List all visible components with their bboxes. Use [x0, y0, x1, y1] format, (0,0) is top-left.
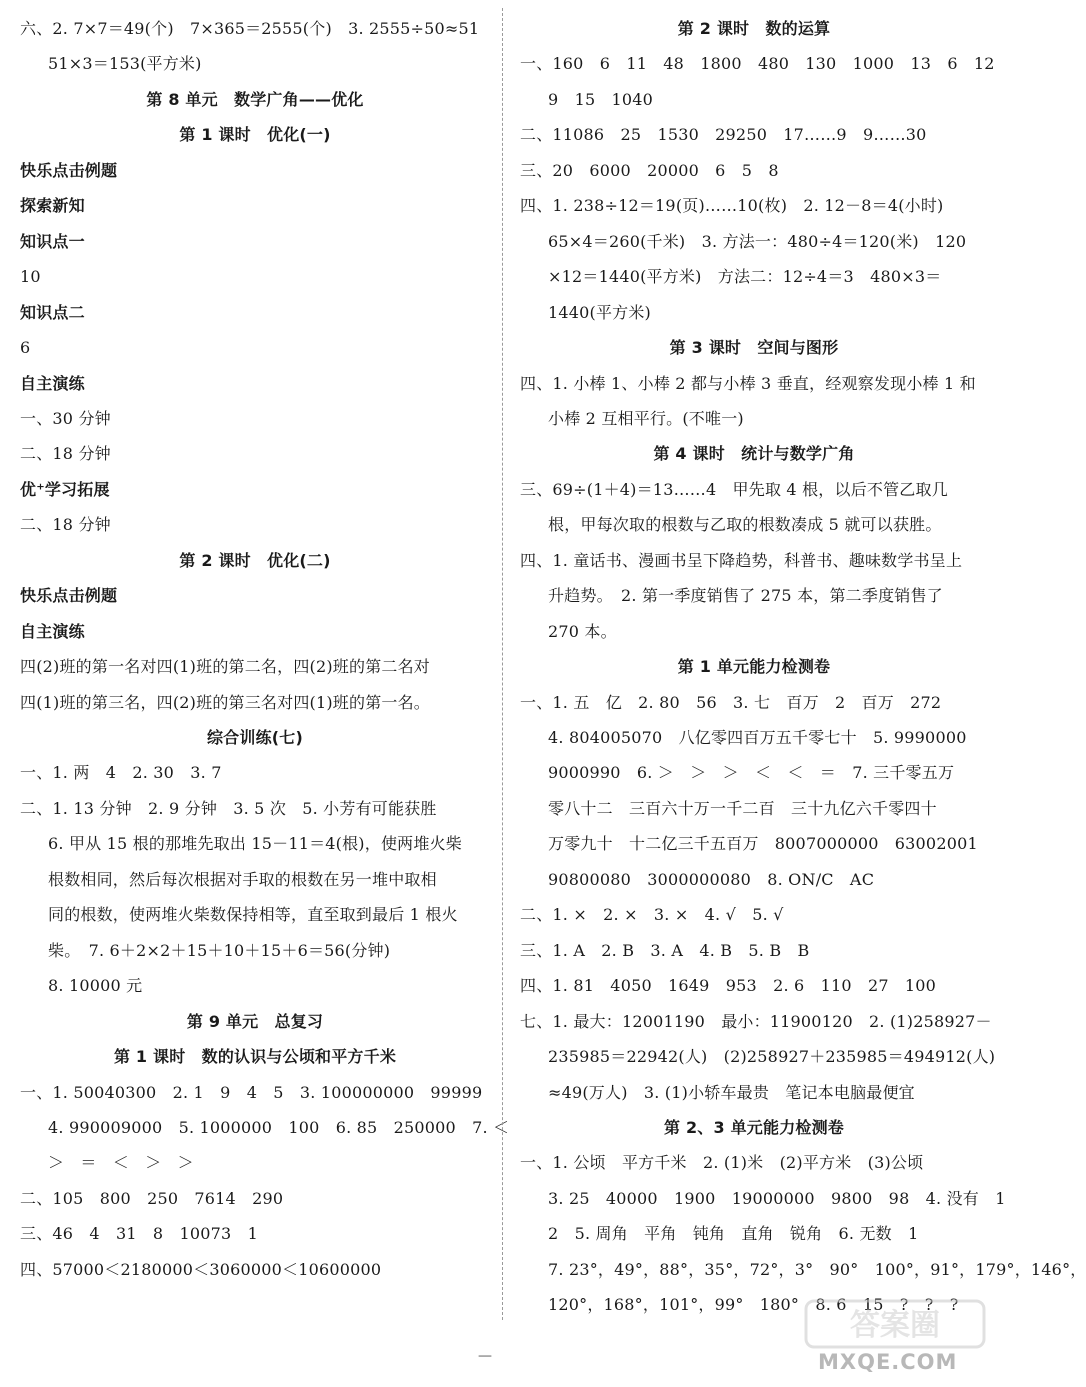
svg-text:答案圈: 答案圈	[850, 1308, 940, 1343]
answer-line: 四(2)班的第一名对四(1)班的第二名，四(2)班的第二名对	[20, 657, 430, 677]
answer-line: ≈49(万人) 3. (1)小轿车最贵 笔记本电脑最便宜	[548, 1082, 915, 1102]
answer-line: 一、1. 五 亿 2. 80 56 3. 七 百万 2 百万 272	[520, 692, 942, 712]
answer-line: 四、1. 81 4050 1649 953 2. 6 110 27 100	[520, 976, 937, 996]
section-heading: 第 1 单元能力检测卷	[677, 657, 831, 677]
section-heading: 综合训练(七)	[206, 728, 304, 747]
subsection-label: 自主演练	[20, 373, 85, 393]
answer-line: 根数相同，然后每次根据对手取的根数在另一堆中取相	[48, 869, 437, 889]
column-divider	[502, 8, 503, 1320]
answer-line: 柴。 7. 6＋2×2＋15＋10＋15＋6＝56(分钟)	[48, 940, 391, 960]
answer-line: 同的根数，使两堆火柴数保持相等，直至取到最后 1 根火	[48, 905, 458, 925]
answer-line: 4. 804005070 八亿零四百万五千零七十 5. 9990000	[548, 728, 967, 747]
watermark-url: MXQE.COM	[818, 1350, 958, 1374]
answer-line: 65×4＝260(千米) 3. 方法一：480÷4＝120(米) 120	[548, 231, 967, 251]
answer-line: 120°，168°，101°，99° 180° 8. 6 15 ? ? ?	[548, 1295, 959, 1315]
subsection-label: 探索新知	[20, 196, 85, 216]
answer-line: 二、18 分钟	[20, 515, 111, 535]
answer-line: 升趋势。 2. 第一季度销售了 275 本，第二季度销售了	[548, 586, 943, 606]
answer-line: 9000990 6. ＞ ＞ ＞ ＜ ＜ ＝ 7. 三千零五万	[548, 763, 955, 783]
page-number: —	[478, 1348, 492, 1364]
answer-line: 三、69÷(1＋4)＝13……4 甲先取 4 根，以后不管乙取几	[520, 479, 948, 499]
answer-line: 90800080 3000000080 8. ON/C AC	[548, 869, 875, 889]
answer-line: 四、1. 238÷12＝19(页)……10(枚) 2. 12－8＝4(小时)	[520, 196, 944, 216]
answer-line: ＞ ＝ ＜ ＞ ＞	[48, 1153, 194, 1173]
answer-line: 6	[20, 338, 31, 358]
answer-line: 7. 23°，49°，88°，35°，72°，3° 90° 100°，91°，179°，146°，	[548, 1259, 1086, 1279]
answer-line: 270 本。	[548, 621, 617, 641]
subsection-label: 优⁺学习拓展	[20, 479, 110, 499]
answer-line: 6. 甲从 15 根的那堆先取出 15－11＝4(根)，使两堆火柴	[48, 834, 462, 854]
section-heading: 第 2 课时 优化(二)	[179, 550, 331, 570]
subsection-label: 自主演练	[20, 621, 85, 641]
answer-line: 一、30 分钟	[20, 408, 111, 428]
answer-line: 4. 990009000 5. 1000000 100 6. 85 250000 7. ＜	[48, 1117, 510, 1137]
answer-line: 四(1)班的第三名，四(2)班的第三名对四(1)班的第一名。	[20, 692, 430, 712]
section-heading: 第 4 课时 统计与数学广角	[653, 444, 855, 464]
answer-line: 10	[20, 267, 41, 287]
answer-line: 二、105 800 250 7614 290	[20, 1188, 284, 1208]
answer-line: 8. 10000 元	[48, 976, 143, 996]
answer-line: 一、160 6 11 48 1800 480 130 1000 13 6 12	[520, 54, 995, 74]
answer-line: 1440(平方米)	[548, 302, 652, 322]
answer-line: 一、1. 50040300 2. 1 9 4 5 3. 100000000 99999	[20, 1082, 483, 1102]
answer-line: 2 5. 周角 平角 钝角 直角 锐角 6. 无数 1	[548, 1224, 919, 1244]
answer-line: 一、1. 公顷 平方千米 2. (1)米 (2)平方米 (3)公顷	[520, 1153, 924, 1173]
answer-line: 二、1. × 2. × 3. × 4. √ 5. √	[520, 905, 784, 925]
answer-line: 9 15 1040	[548, 89, 654, 109]
section-heading: 第 3 课时 空间与图形	[669, 338, 839, 358]
answer-line: 二、11086 25 1530 29250 17……9 9……30	[520, 125, 927, 145]
subsection-label: 知识点二	[20, 302, 85, 322]
section-heading: 第 1 课时 数的认识与公顷和平方千米	[113, 1047, 397, 1067]
answer-line: 51×3＝153(平方米)	[48, 54, 202, 74]
subsection-label: 快乐点击例题	[20, 586, 118, 606]
answer-line: 万零九十 十二亿三千五百万 8007000000 63002001	[548, 834, 978, 854]
subsection-label: 知识点一	[20, 231, 85, 251]
answer-line: ×12＝1440(平方米) 方法二：12÷4＝3 480×3＝	[548, 267, 942, 287]
answer-line: 三、46 4 31 8 10073 1	[20, 1224, 258, 1244]
answer-line: 3. 25 40000 1900 19000000 9800 98 4. 没有 1	[548, 1188, 1006, 1208]
answer-line: 三、1. A 2. B 3. A 4. B 5. B B	[520, 940, 810, 960]
answer-line: 四、57000＜2180000＜3060000＜10600000	[20, 1259, 382, 1279]
answer-line: 四、1. 小棒 1、小棒 2 都与小棒 3 垂直，经观察发现小棒 1 和	[520, 373, 976, 393]
answer-line: 小棒 2 互相平行。(不唯一)	[548, 408, 744, 428]
section-heading: 第 2 课时 数的运算	[677, 19, 831, 38]
answer-line: 235985＝22942(人) (2)258927＋235985＝494912(人)	[548, 1047, 996, 1067]
section-heading: 第 8 单元 数学广角——优化	[146, 89, 364, 109]
answer-line: 二、18 分钟	[20, 444, 111, 464]
answer-line: 根，甲每次取的根数与乙取的根数凑成 5 就可以获胜。	[548, 515, 942, 535]
section-heading: 第 9 单元 总复习	[186, 1011, 324, 1031]
answer-line: 一、1. 两 4 2. 30 3. 7	[20, 763, 222, 783]
answer-line: 七、1. 最大：12001190 最小：11900120 2. (1)258927－	[520, 1011, 992, 1031]
section-heading: 第 2、3 单元能力检测卷	[663, 1117, 844, 1137]
answer-line: 零八十二 三百六十万一千二百 三十九亿六千零四十	[548, 798, 937, 818]
section-heading: 第 1 课时 优化(一)	[179, 125, 331, 145]
answer-line: 六、2. 7×7＝49(个) 7×365＝2555(个) 3. 2555÷50≈51	[20, 19, 480, 38]
answer-line: 四、1. 童话书、漫画书呈下降趋势，科普书、趣味数学书呈上	[520, 550, 963, 570]
answer-line: 三、20 6000 20000 6 5 8	[520, 160, 779, 180]
subsection-label: 快乐点击例题	[20, 160, 118, 180]
answer-line: 二、1. 13 分钟 2. 9 分钟 3. 5 次 5. 小芳有可能获胜	[20, 798, 437, 818]
